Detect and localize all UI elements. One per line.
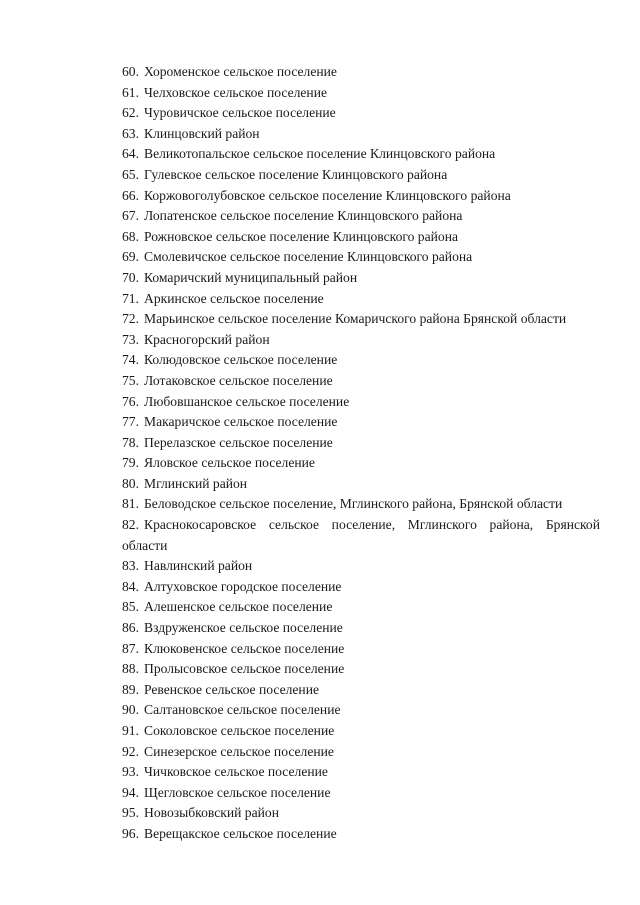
list-item [122,144,600,165]
list-item [122,577,600,598]
item-number: 70. [122,269,139,285]
item-text: Алтуховское городское поселение [144,578,342,594]
item-number: 74. [122,352,139,368]
item-number: 81. [122,496,139,512]
item-text: Гулевское сельское поселение Клинцовского района [144,166,448,182]
item-number: 85. [122,599,139,615]
item-text: Мглинский район [144,475,248,491]
item-text: Перелазское сельское поселение [144,434,333,450]
item-number: 87. [122,640,139,656]
list-item [122,556,600,577]
item-number: 76. [122,393,139,409]
list-item [122,289,600,310]
item-text: Вздруженское сельское поселение [144,620,343,636]
item-number: 66. [122,187,139,203]
item-text: Челховское сельское поселение [144,84,328,100]
item-text: Красногорский район [144,331,270,347]
item-first-line [122,515,600,536]
item-text-line1: Краснокосаровское сельское поселение, Мглинского района, Брянской [144,517,600,533]
item-text: Макаричское сельское поселение [144,414,338,430]
item-number: 83. [122,558,139,574]
item-text: Коржовоголубовское сельское поселение Клинцовского района [144,187,511,203]
item-number: 69. [122,249,139,265]
list-item [122,83,600,104]
item-number: 65. [122,166,139,182]
list-item-wrapped [122,515,600,556]
item-text: Алешенское сельское поселение [144,599,333,615]
item-number: 71. [122,290,139,306]
list-item [122,494,600,515]
item-text: Лопатенское сельское поселение Клинцовского района [144,208,463,224]
item-number: 64. [122,146,139,162]
list-item [122,124,600,145]
list-item [122,186,600,207]
list-item [122,721,600,742]
list-item [122,824,600,845]
item-number: 90. [122,702,139,718]
list-item [122,62,600,83]
item-number: 79. [122,455,139,471]
item-number: 95. [122,805,139,821]
item-number: 62. [122,105,139,121]
list-item [122,680,600,701]
list-item [122,783,600,804]
item-number: 82. [122,517,139,533]
list-item [122,742,600,763]
item-text: Колюдовское сельское поселение [144,352,338,368]
list-item [122,639,600,660]
list-item [122,309,600,330]
list-item [122,474,600,495]
item-text: Смолевичское сельское поселение Клинцовского района [144,249,473,265]
item-text: Соколовское сельское поселение [144,723,335,738]
list-item [122,350,600,371]
settlement-list [122,62,600,845]
item-text: Щегловское сельское поселение [144,784,331,800]
item-number: 88. [122,661,139,677]
item-number: 77. [122,414,139,430]
list-item [122,227,600,248]
list-item [122,700,600,721]
item-number: 78. [122,434,139,450]
item-number: 75. [122,372,139,388]
item-text: Рожновское сельское поселение Клинцовского района [144,228,459,244]
item-number: 63. [122,125,139,141]
list-item [122,247,600,268]
item-text: Чуровичское сельское поселение [144,105,336,121]
item-number: 60. [122,64,139,79]
list-item [122,103,600,124]
item-number: 86. [122,620,139,636]
item-text: Хороменское сельское поселение [144,64,337,79]
item-number: 91. [122,723,139,738]
list-item [122,433,600,454]
item-text: Яловское сельское поселение [144,455,315,471]
item-text: Чичковское сельское поселение [144,764,328,780]
item-number: 89. [122,681,139,697]
item-text: Новозыбковский район [144,805,279,821]
item-text: Клюковенское сельское поселение [144,640,345,656]
list-item [122,206,600,227]
list-item [122,392,600,413]
list-item [122,762,600,783]
list-item [122,165,600,186]
item-number: 94. [122,784,139,800]
item-number: 96. [122,825,139,841]
item-number: 72. [122,311,139,327]
item-text: Клинцовский район [144,125,260,141]
item-text: Ревенское сельское поселение [144,681,320,697]
item-text: Великотопальское сельское поселение Клинцовского района [144,146,496,162]
list-item [122,453,600,474]
item-number: 92. [122,743,139,759]
list-item [122,618,600,639]
item-text: Комаричский муниципальный район [144,269,358,285]
list-item [122,371,600,392]
item-text: Синезерское сельское поселение [144,743,334,759]
item-text: Салтановское сельское поселение [144,702,341,718]
item-number: 61. [122,84,139,100]
item-text: Верещакское сельское поселение [144,825,337,841]
list-item [122,597,600,618]
item-text: Марьинское сельское поселение Комаричского района Брянской области [144,311,567,327]
item-number: 80. [122,475,139,491]
item-number: 93. [122,764,139,780]
list-item [122,268,600,289]
list-item [122,803,600,824]
item-text: Беловодское сельское поселение, Мглинского района, Брянской области [144,496,563,512]
item-text: Пролысовское сельское поселение [144,661,345,677]
list-item [122,330,600,351]
list-item [122,659,600,680]
item-text: Аркинское сельское поселение [144,290,324,306]
item-number: 67. [122,208,139,224]
item-text-line2: области [122,537,168,553]
item-number: 73. [122,331,139,347]
item-text: Любовшанское сельское поселение [144,393,350,409]
item-text: Навлинский район [144,558,253,574]
list-item [122,412,600,433]
item-number: 68. [122,228,139,244]
item-number: 84. [122,578,139,594]
item-text: Лотаковское сельское поселение [144,372,333,388]
